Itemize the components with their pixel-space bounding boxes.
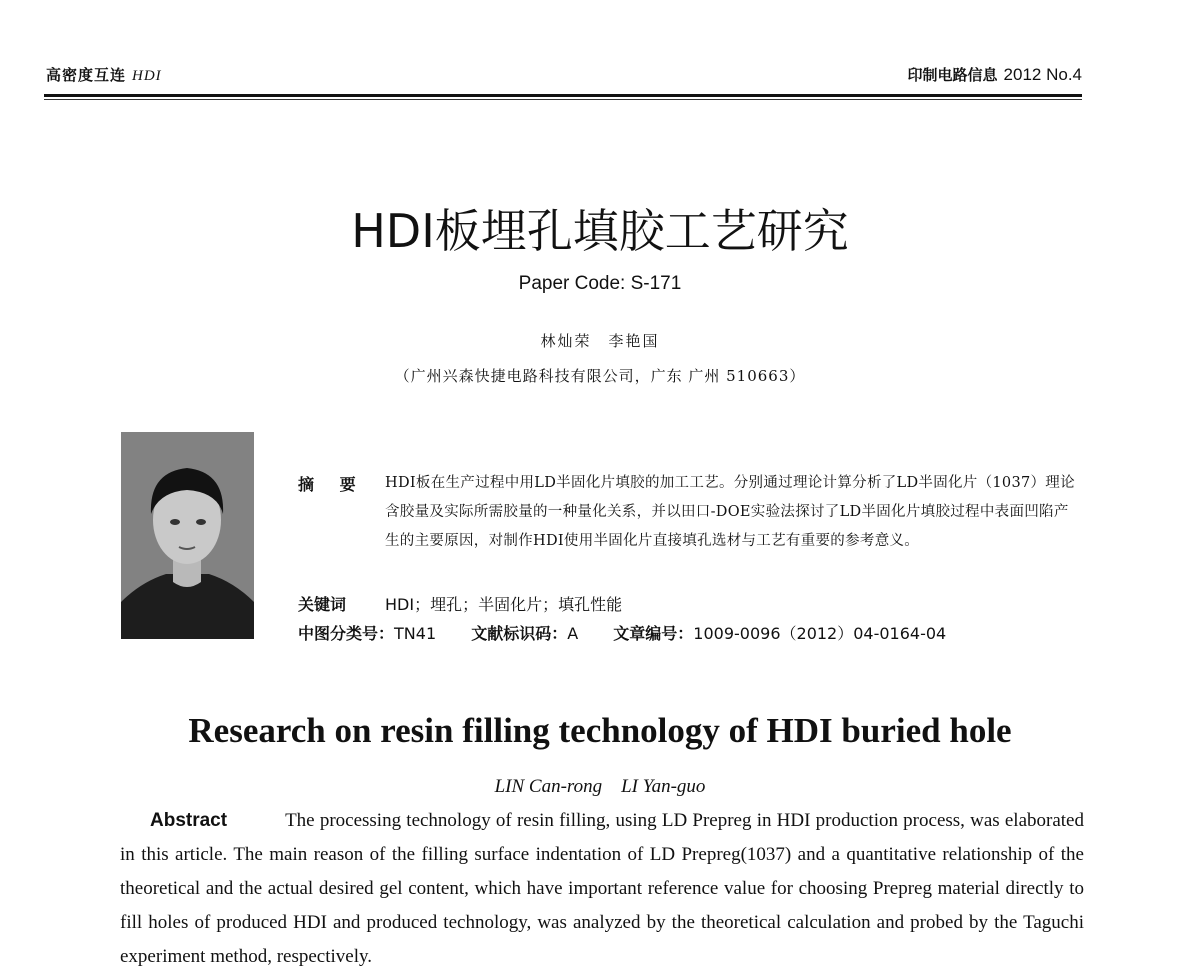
author-photo	[121, 432, 254, 639]
keywords: HDI；埋孔；半固化片；填孔性能	[385, 595, 623, 614]
article-title-en: Research on resin filling technology of HDI buried hole	[188, 711, 1012, 750]
author-portrait-image	[121, 432, 254, 639]
authors-en: LIN Can-rong LI Yan-guo	[494, 776, 706, 797]
abstract-en: The processing technology of resin filling, using LD Prepreg in HDI production process, was elaborated in this article. The main reason of the filling surface indentation of LD Prepreg(1037) and a quantitative relationship of the theoretical and the actual desired gel content, which have important reference value for choosing Prepreg material directly to fill holes of produced HDI and produced technology, was analyzed by the theoretical calculation and probed by the Taguchi experiment method, respectively.	[120, 810, 1084, 967]
classification-line	[298, 621, 946, 644]
abstract-label-en: Abstract	[150, 810, 228, 831]
running-header-left	[46, 64, 162, 85]
running-header-right	[908, 64, 1082, 85]
authors-cn: 林灿荣 李艳国	[540, 332, 660, 350]
article-title-cn: HDI板埋孔填胶工艺研究	[351, 204, 849, 258]
header-rule-thick	[44, 94, 1082, 97]
article-no-value: 1009-0096（2012）04-0164-04	[693, 624, 947, 643]
classification-label: 中图分类号：	[298, 624, 395, 643]
doc-code-label: 文献标识码：	[471, 624, 568, 643]
keywords-label: 关键词	[298, 595, 347, 614]
journal-section: 高密度互连	[46, 66, 127, 84]
abstract-cn: HDI板在生产过程中用LD半固化片填胶的加工工艺。分别通过理论计算分析了LD半固化片（1037）理论含胶量及实际所需胶量的一种量化关系，并以田口-DOE实验法探讨了LD半固化片填胶过程中表面凹陷产生的主要原因，对制作HDI使用半固化片直接填孔选材与工艺有重要的参考意义。	[385, 475, 1075, 549]
journal-name: 印制电路信息	[907, 66, 998, 84]
article-no-label: 文章编号：	[613, 624, 694, 643]
journal-section-en: HDI	[132, 68, 162, 84]
affiliation-cn: （广州兴森快捷电路科技有限公司，广东 广州 510663）	[394, 367, 806, 385]
doc-code-value: A	[567, 624, 579, 643]
abstract-en-block	[120, 804, 1084, 974]
paper-code: Paper Code: S-171	[518, 273, 682, 294]
issue-number: 2012 No.4	[1003, 65, 1082, 84]
classification-value: TN41	[394, 624, 437, 643]
abstract-label-cn: 摘 要	[298, 475, 366, 494]
header-rule-thin	[44, 99, 1082, 100]
